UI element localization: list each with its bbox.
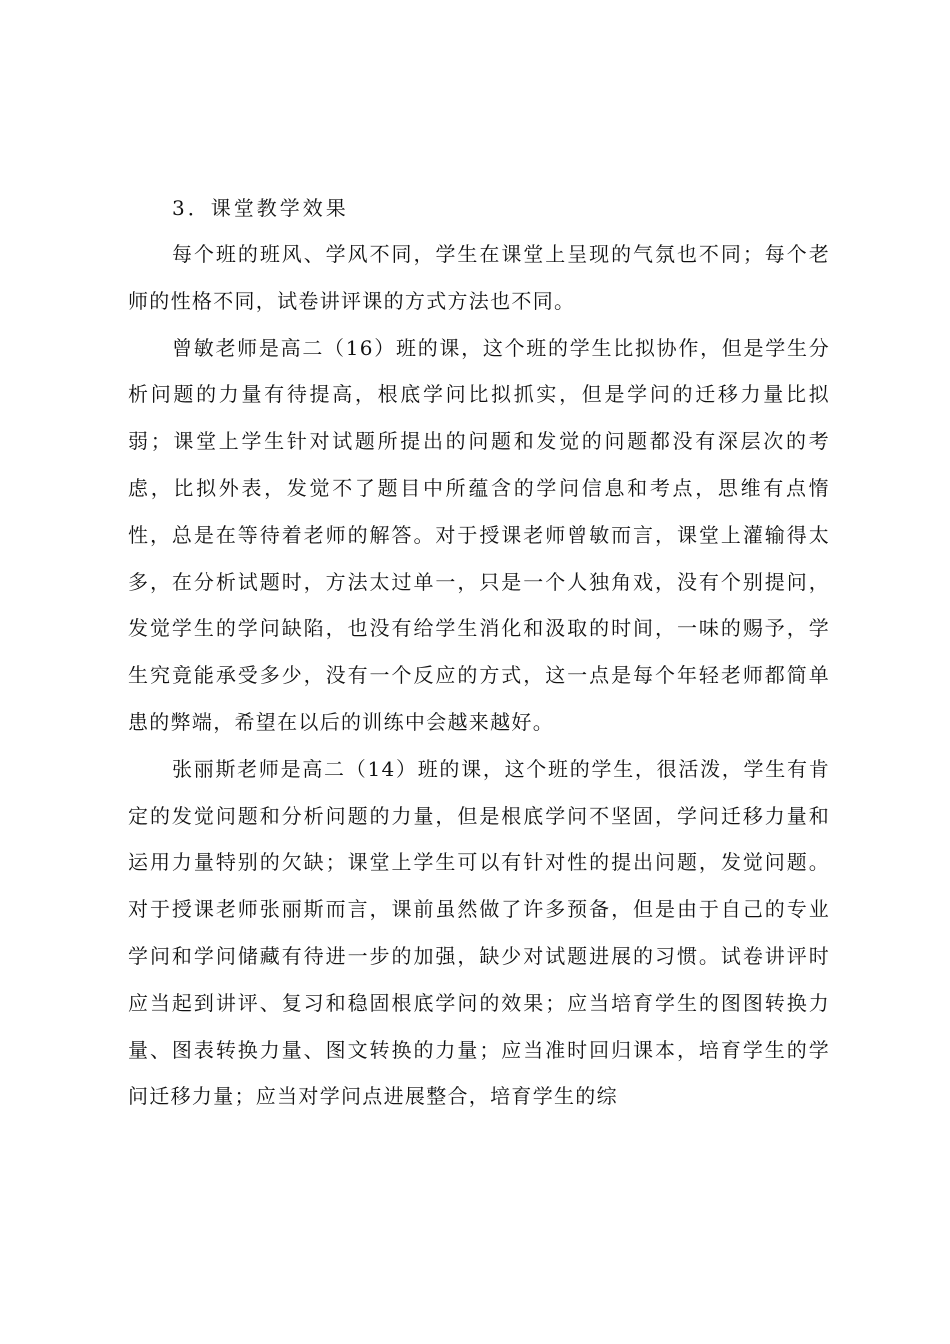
document-page <box>128 185 830 1120</box>
section-heading: 3．课堂教学效果 <box>172 196 349 220</box>
paragraph-zhang-lisi: 张丽斯老师是高二（14）班的课，这个班的学生，很活泼，学生有肯定的发觉问题和分析问题的力量，但是根底学问不坚固，学问迁移力量和运用力量特别的欠缺；课堂上学生可以有针对性的提出问题，发觉问题。对于授课老师张丽斯而言，课前虽然做了许多预备，但是由于自己的专业学问和学问储藏有待进一步的加强，缺少对试题进展的习惯。试卷讲评时应当起到讲评、复习和稳固根底学问的效果；应当培育学生的图图转换力量、图表转换力量、图文转换的力量；应当准时回归课本，培育学生的学问迁移力量；应当对学问点进展整合，培育学生的综 <box>128 756 830 1109</box>
paragraph-class-atmosphere: 每个班的班风、学风不同，学生在课堂上呈现的气氛也不同；每个老师的性格不同，试卷讲评课的方式方法也不同。 <box>128 242 830 313</box>
paragraph-zeng-min: 曾敏老师是高二（16）班的课，这个班的学生比拟协作，但是学生分析问题的力量有待提高，根底学问比拟抓实，但是学问的迁移力量比拟弱；课堂上学生针对试题所提出的问题和发觉的问题都没有深层次的考虑，比拟外表，发觉不了题目中所蕴含的学问信息和考点，思维有点惰性，总是在等待着老师的解答。对于授课老师曾敏而言，课堂上灌输得太多，在分析试题时，方法太过单一，只是一个人独角戏，没有个别提问，发觉学生的学问缺陷，也没有给学生消化和汲取的时间，一味的赐予，学生究竟能承受多少，没有一个反应的方式，这一点是每个年轻老师都简单患的弊端，希望在以后的训练中会越来越好。 <box>128 335 830 734</box>
